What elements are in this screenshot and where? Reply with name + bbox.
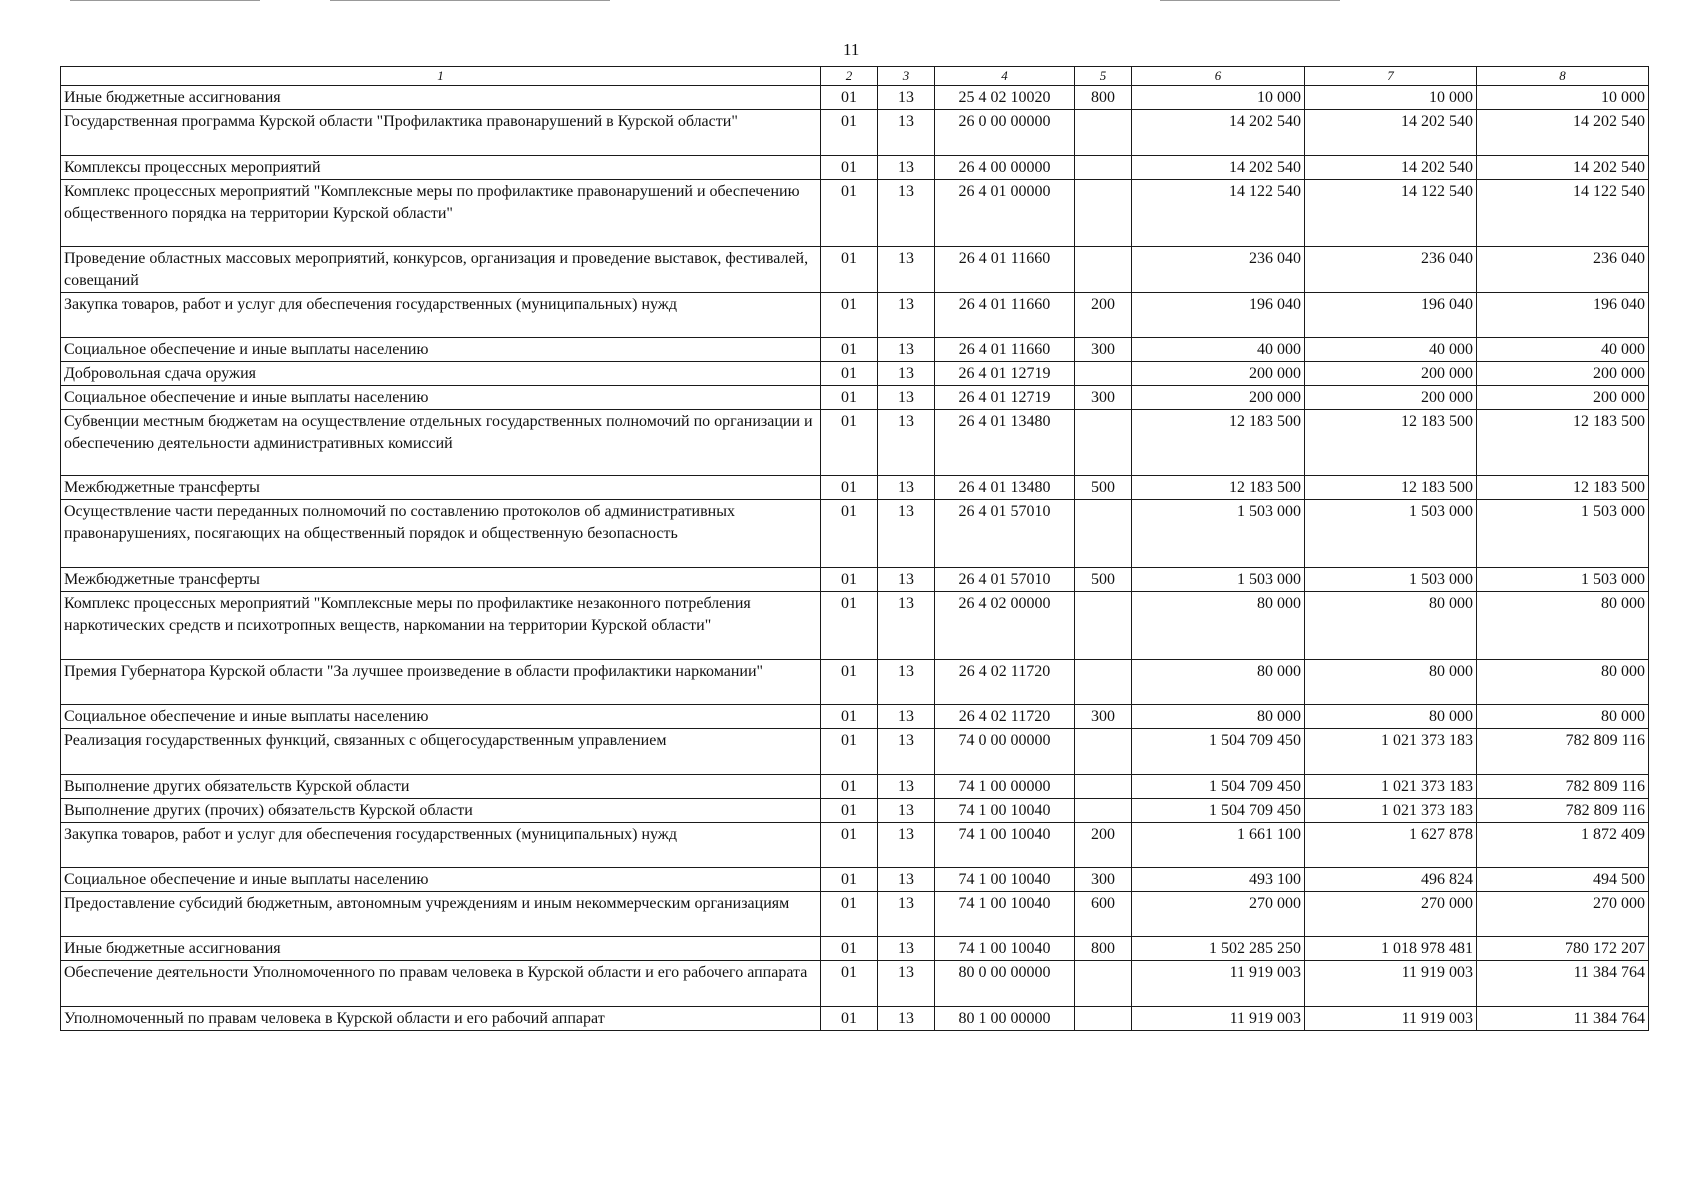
table-row xyxy=(61,937,1649,961)
amount-col-8: 782 809 116 xyxy=(1477,775,1649,799)
amount-col-6: 12 183 500 xyxy=(1132,410,1305,476)
expense-type-code xyxy=(1075,156,1132,180)
subsection-code: 13 xyxy=(878,386,935,410)
amount-col-7: 1 021 373 183 xyxy=(1305,799,1477,823)
section-code: 01 xyxy=(821,937,878,961)
table-row xyxy=(61,592,1649,660)
expense-type-code xyxy=(1075,729,1132,775)
target-article-code: 80 0 00 00000 xyxy=(935,961,1075,1007)
amount-col-8: 1 503 000 xyxy=(1477,568,1649,592)
table-row xyxy=(61,362,1649,386)
target-article-code: 26 4 01 57010 xyxy=(935,568,1075,592)
table-row xyxy=(61,410,1649,476)
row-name: Иные бюджетные ассигнования xyxy=(61,86,821,110)
table-row xyxy=(61,961,1649,1007)
expense-type-code xyxy=(1075,592,1132,660)
page-number: 11 xyxy=(843,40,860,59)
section-code: 01 xyxy=(821,110,878,156)
section-code: 01 xyxy=(821,892,878,937)
amount-col-6: 1 503 000 xyxy=(1132,500,1305,568)
target-article-code: 26 4 01 11660 xyxy=(935,247,1075,293)
amount-col-6: 1 503 000 xyxy=(1132,568,1305,592)
target-article-code: 80 1 00 00000 xyxy=(935,1007,1075,1031)
expense-type-code: 300 xyxy=(1075,386,1132,410)
table-body xyxy=(61,86,1649,1031)
section-code: 01 xyxy=(821,868,878,892)
amount-col-8: 11 384 764 xyxy=(1477,961,1649,1007)
subsection-code: 13 xyxy=(878,823,935,868)
amount-col-6: 1 504 709 450 xyxy=(1132,799,1305,823)
amount-col-7: 80 000 xyxy=(1305,660,1477,705)
amount-col-7: 11 919 003 xyxy=(1305,1007,1477,1031)
amount-col-6: 40 000 xyxy=(1132,338,1305,362)
expense-type-code xyxy=(1075,1007,1132,1031)
expense-type-code: 300 xyxy=(1075,338,1132,362)
table-row xyxy=(61,247,1649,293)
scan-mark xyxy=(330,0,610,1)
amount-col-7: 14 202 540 xyxy=(1305,110,1477,156)
target-article-code: 26 4 01 12719 xyxy=(935,386,1075,410)
amount-col-8: 236 040 xyxy=(1477,247,1649,293)
amount-col-7: 12 183 500 xyxy=(1305,476,1477,500)
section-code: 01 xyxy=(821,729,878,775)
scan-mark xyxy=(70,0,260,1)
target-article-code: 26 4 01 13480 xyxy=(935,476,1075,500)
subsection-code: 13 xyxy=(878,410,935,476)
amount-col-6: 196 040 xyxy=(1132,293,1305,338)
row-name: Межбюджетные трансферты xyxy=(61,476,821,500)
section-code: 01 xyxy=(821,568,878,592)
amount-col-8: 10 000 xyxy=(1477,86,1649,110)
section-code: 01 xyxy=(821,823,878,868)
amount-col-7: 270 000 xyxy=(1305,892,1477,937)
target-article-code: 26 4 01 57010 xyxy=(935,500,1075,568)
table-row xyxy=(61,1007,1649,1031)
section-code: 01 xyxy=(821,410,878,476)
row-name: Закупка товаров, работ и услуг для обеспечения государственных (муниципальных) нужд xyxy=(61,293,821,338)
expense-type-code xyxy=(1075,660,1132,705)
amount-col-6: 80 000 xyxy=(1132,660,1305,705)
expense-type-code: 500 xyxy=(1075,568,1132,592)
expense-type-code: 800 xyxy=(1075,937,1132,961)
amount-col-8: 494 500 xyxy=(1477,868,1649,892)
amount-col-6: 1 504 709 450 xyxy=(1132,775,1305,799)
amount-col-6: 236 040 xyxy=(1132,247,1305,293)
amount-col-6: 1 504 709 450 xyxy=(1132,729,1305,775)
target-article-code: 26 0 00 00000 xyxy=(935,110,1075,156)
amount-col-6: 80 000 xyxy=(1132,592,1305,660)
target-article-code: 26 4 01 13480 xyxy=(935,410,1075,476)
subsection-code: 13 xyxy=(878,592,935,660)
amount-col-7: 1 503 000 xyxy=(1305,568,1477,592)
subsection-code: 13 xyxy=(878,568,935,592)
row-name: Выполнение других обязательств Курской области xyxy=(61,775,821,799)
subsection-code: 13 xyxy=(878,362,935,386)
amount-col-8: 780 172 207 xyxy=(1477,937,1649,961)
expense-type-code: 200 xyxy=(1075,293,1132,338)
target-article-code: 26 4 02 00000 xyxy=(935,592,1075,660)
table-row xyxy=(61,568,1649,592)
table-row xyxy=(61,705,1649,729)
amount-col-8: 40 000 xyxy=(1477,338,1649,362)
expense-type-code xyxy=(1075,247,1132,293)
amount-col-6: 11 919 003 xyxy=(1132,1007,1305,1031)
amount-col-7: 236 040 xyxy=(1305,247,1477,293)
subsection-code: 13 xyxy=(878,156,935,180)
column-number-header xyxy=(61,67,1649,86)
amount-col-7: 1 503 000 xyxy=(1305,500,1477,568)
amount-col-7: 1 021 373 183 xyxy=(1305,729,1477,775)
section-code: 01 xyxy=(821,961,878,1007)
table-row xyxy=(61,293,1649,338)
target-article-code: 25 4 02 10020 xyxy=(935,86,1075,110)
subsection-code: 13 xyxy=(878,892,935,937)
row-name: Государственная программа Курской области "Профилактика правонарушений в Курской области" xyxy=(61,110,821,156)
amount-col-6: 270 000 xyxy=(1132,892,1305,937)
row-name: Иные бюджетные ассигнования xyxy=(61,937,821,961)
table-row xyxy=(61,799,1649,823)
amount-col-6: 12 183 500 xyxy=(1132,476,1305,500)
row-name: Социальное обеспечение и иные выплаты населению xyxy=(61,868,821,892)
section-code: 01 xyxy=(821,660,878,705)
row-name: Премия Губернатора Курской области "За лучшее произведение в области профилактики наркомании" xyxy=(61,660,821,705)
table-row xyxy=(61,868,1649,892)
table-row xyxy=(61,660,1649,705)
subsection-code: 13 xyxy=(878,660,935,705)
amount-col-7: 14 202 540 xyxy=(1305,156,1477,180)
target-article-code: 26 4 00 00000 xyxy=(935,156,1075,180)
amount-col-6: 1 661 100 xyxy=(1132,823,1305,868)
amount-col-7: 10 000 xyxy=(1305,86,1477,110)
expense-type-code: 300 xyxy=(1075,868,1132,892)
column-header: 6 xyxy=(1132,67,1305,86)
expense-type-code xyxy=(1075,775,1132,799)
row-name: Уполномоченный по правам человека в Курской области и его рабочий аппарат xyxy=(61,1007,821,1031)
subsection-code: 13 xyxy=(878,476,935,500)
section-code: 01 xyxy=(821,799,878,823)
subsection-code: 13 xyxy=(878,775,935,799)
amount-col-6: 10 000 xyxy=(1132,86,1305,110)
column-header: 3 xyxy=(878,67,935,86)
amount-col-7: 1 018 978 481 xyxy=(1305,937,1477,961)
amount-col-7: 12 183 500 xyxy=(1305,410,1477,476)
amount-col-6: 14 122 540 xyxy=(1132,180,1305,247)
section-code: 01 xyxy=(821,156,878,180)
amount-col-8: 1 503 000 xyxy=(1477,500,1649,568)
amount-col-8: 270 000 xyxy=(1477,892,1649,937)
section-code: 01 xyxy=(821,705,878,729)
subsection-code: 13 xyxy=(878,799,935,823)
row-name: Комплекс процессных мероприятий "Комплексные меры по профилактике незаконного потребления наркотических средств и психотропных веществ, наркомании на территории Курской области" xyxy=(61,592,821,660)
subsection-code: 13 xyxy=(878,937,935,961)
expense-type-code: 300 xyxy=(1075,705,1132,729)
amount-col-8: 782 809 116 xyxy=(1477,799,1649,823)
row-name: Добровольная сдача оружия xyxy=(61,362,821,386)
expense-type-code xyxy=(1075,180,1132,247)
section-code: 01 xyxy=(821,180,878,247)
row-name: Комплексы процессных мероприятий xyxy=(61,156,821,180)
amount-col-8: 14 122 540 xyxy=(1477,180,1649,247)
row-name: Обеспечение деятельности Уполномоченного по правам человека в Курской области и его рабочего аппарата xyxy=(61,961,821,1007)
amount-col-7: 200 000 xyxy=(1305,362,1477,386)
amount-col-7: 40 000 xyxy=(1305,338,1477,362)
amount-col-7: 80 000 xyxy=(1305,592,1477,660)
amount-col-8: 196 040 xyxy=(1477,293,1649,338)
amount-col-6: 11 919 003 xyxy=(1132,961,1305,1007)
amount-col-7: 200 000 xyxy=(1305,386,1477,410)
amount-col-6: 14 202 540 xyxy=(1132,156,1305,180)
table-row xyxy=(61,180,1649,247)
row-name: Предоставление субсидий бюджетным, автономным учреждениям и иным некоммерческим организациям xyxy=(61,892,821,937)
expense-type-code: 200 xyxy=(1075,823,1132,868)
subsection-code: 13 xyxy=(878,500,935,568)
table-row xyxy=(61,823,1649,868)
amount-col-6: 1 502 285 250 xyxy=(1132,937,1305,961)
target-article-code: 74 0 00 00000 xyxy=(935,729,1075,775)
table-row xyxy=(61,500,1649,568)
expense-type-code xyxy=(1075,500,1132,568)
target-article-code: 26 4 02 11720 xyxy=(935,660,1075,705)
section-code: 01 xyxy=(821,86,878,110)
amount-col-7: 1 021 373 183 xyxy=(1305,775,1477,799)
amount-col-8: 200 000 xyxy=(1477,362,1649,386)
amount-col-8: 200 000 xyxy=(1477,386,1649,410)
row-name: Выполнение других (прочих) обязательств Курской области xyxy=(61,799,821,823)
target-article-code: 26 4 01 00000 xyxy=(935,180,1075,247)
row-name: Комплекс процессных мероприятий "Комплексные меры по профилактике правонарушений и обеспечению общественного порядка на территории Курской области" xyxy=(61,180,821,247)
amount-col-7: 496 824 xyxy=(1305,868,1477,892)
table-row xyxy=(61,729,1649,775)
target-article-code: 74 1 00 10040 xyxy=(935,937,1075,961)
column-header: 5 xyxy=(1075,67,1132,86)
subsection-code: 13 xyxy=(878,86,935,110)
amount-col-6: 493 100 xyxy=(1132,868,1305,892)
target-article-code: 74 1 00 10040 xyxy=(935,868,1075,892)
row-name: Закупка товаров, работ и услуг для обеспечения государственных (муниципальных) нужд xyxy=(61,823,821,868)
section-code: 01 xyxy=(821,500,878,568)
subsection-code: 13 xyxy=(878,338,935,362)
target-article-code: 74 1 00 10040 xyxy=(935,892,1075,937)
row-name: Социальное обеспечение и иные выплаты населению xyxy=(61,705,821,729)
amount-col-8: 80 000 xyxy=(1477,705,1649,729)
amount-col-8: 782 809 116 xyxy=(1477,729,1649,775)
amount-col-8: 80 000 xyxy=(1477,660,1649,705)
expense-type-code: 600 xyxy=(1075,892,1132,937)
amount-col-7: 196 040 xyxy=(1305,293,1477,338)
amount-col-6: 14 202 540 xyxy=(1132,110,1305,156)
target-article-code: 26 4 01 12719 xyxy=(935,362,1075,386)
row-name: Проведение областных массовых мероприятий, конкурсов, организация и проведение выставок, фестивалей, совещаний xyxy=(61,247,821,293)
target-article-code: 26 4 02 11720 xyxy=(935,705,1075,729)
expense-type-code xyxy=(1075,362,1132,386)
amount-col-8: 80 000 xyxy=(1477,592,1649,660)
subsection-code: 13 xyxy=(878,110,935,156)
row-name: Осуществление части переданных полномочий по составлению протоколов об административных правонарушениях, посягающих на общественный порядок и общественную безопасность xyxy=(61,500,821,568)
column-header: 1 xyxy=(61,67,821,86)
expense-type-code: 800 xyxy=(1075,86,1132,110)
section-code: 01 xyxy=(821,386,878,410)
amount-col-8: 11 384 764 xyxy=(1477,1007,1649,1031)
column-header: 4 xyxy=(935,67,1075,86)
section-code: 01 xyxy=(821,293,878,338)
subsection-code: 13 xyxy=(878,1007,935,1031)
amount-col-8: 12 183 500 xyxy=(1477,476,1649,500)
amount-col-8: 1 872 409 xyxy=(1477,823,1649,868)
table-row xyxy=(61,338,1649,362)
target-article-code: 74 1 00 10040 xyxy=(935,823,1075,868)
section-code: 01 xyxy=(821,775,878,799)
table-row xyxy=(61,775,1649,799)
amount-col-6: 80 000 xyxy=(1132,705,1305,729)
budget-table xyxy=(60,66,1649,1031)
scan-mark xyxy=(1160,0,1340,1)
section-code: 01 xyxy=(821,592,878,660)
column-header: 7 xyxy=(1305,67,1477,86)
subsection-code: 13 xyxy=(878,729,935,775)
row-name: Социальное обеспечение и иные выплаты населению xyxy=(61,338,821,362)
subsection-code: 13 xyxy=(878,293,935,338)
row-name: Социальное обеспечение и иные выплаты населению xyxy=(61,386,821,410)
target-article-code: 74 1 00 00000 xyxy=(935,775,1075,799)
amount-col-7: 1 627 878 xyxy=(1305,823,1477,868)
table-row xyxy=(61,156,1649,180)
expense-type-code xyxy=(1075,961,1132,1007)
column-header: 2 xyxy=(821,67,878,86)
subsection-code: 13 xyxy=(878,247,935,293)
expense-type-code xyxy=(1075,410,1132,476)
target-article-code: 74 1 00 10040 xyxy=(935,799,1075,823)
section-code: 01 xyxy=(821,362,878,386)
table-row xyxy=(61,386,1649,410)
subsection-code: 13 xyxy=(878,961,935,1007)
amount-col-7: 14 122 540 xyxy=(1305,180,1477,247)
target-article-code: 26 4 01 11660 xyxy=(935,338,1075,362)
table-row xyxy=(61,476,1649,500)
table-row xyxy=(61,86,1649,110)
row-name: Субвенции местным бюджетам на осуществление отдельных государственных полномочий по организации и обеспечению деятельности административных комиссий xyxy=(61,410,821,476)
row-name: Реализация государственных функций, связанных с общегосударственным управлением xyxy=(61,729,821,775)
subsection-code: 13 xyxy=(878,868,935,892)
subsection-code: 13 xyxy=(878,705,935,729)
section-code: 01 xyxy=(821,1007,878,1031)
expense-type-code: 500 xyxy=(1075,476,1132,500)
expense-type-code xyxy=(1075,799,1132,823)
amount-col-6: 200 000 xyxy=(1132,386,1305,410)
amount-col-8: 12 183 500 xyxy=(1477,410,1649,476)
table-row xyxy=(61,892,1649,937)
section-code: 01 xyxy=(821,338,878,362)
amount-col-7: 80 000 xyxy=(1305,705,1477,729)
amount-col-7: 11 919 003 xyxy=(1305,961,1477,1007)
section-code: 01 xyxy=(821,476,878,500)
section-code: 01 xyxy=(821,247,878,293)
amount-col-8: 14 202 540 xyxy=(1477,110,1649,156)
column-header: 8 xyxy=(1477,67,1649,86)
amount-col-6: 200 000 xyxy=(1132,362,1305,386)
table-row xyxy=(61,110,1649,156)
row-name: Межбюджетные трансферты xyxy=(61,568,821,592)
target-article-code: 26 4 01 11660 xyxy=(935,293,1075,338)
amount-col-8: 14 202 540 xyxy=(1477,156,1649,180)
subsection-code: 13 xyxy=(878,180,935,247)
expense-type-code xyxy=(1075,110,1132,156)
